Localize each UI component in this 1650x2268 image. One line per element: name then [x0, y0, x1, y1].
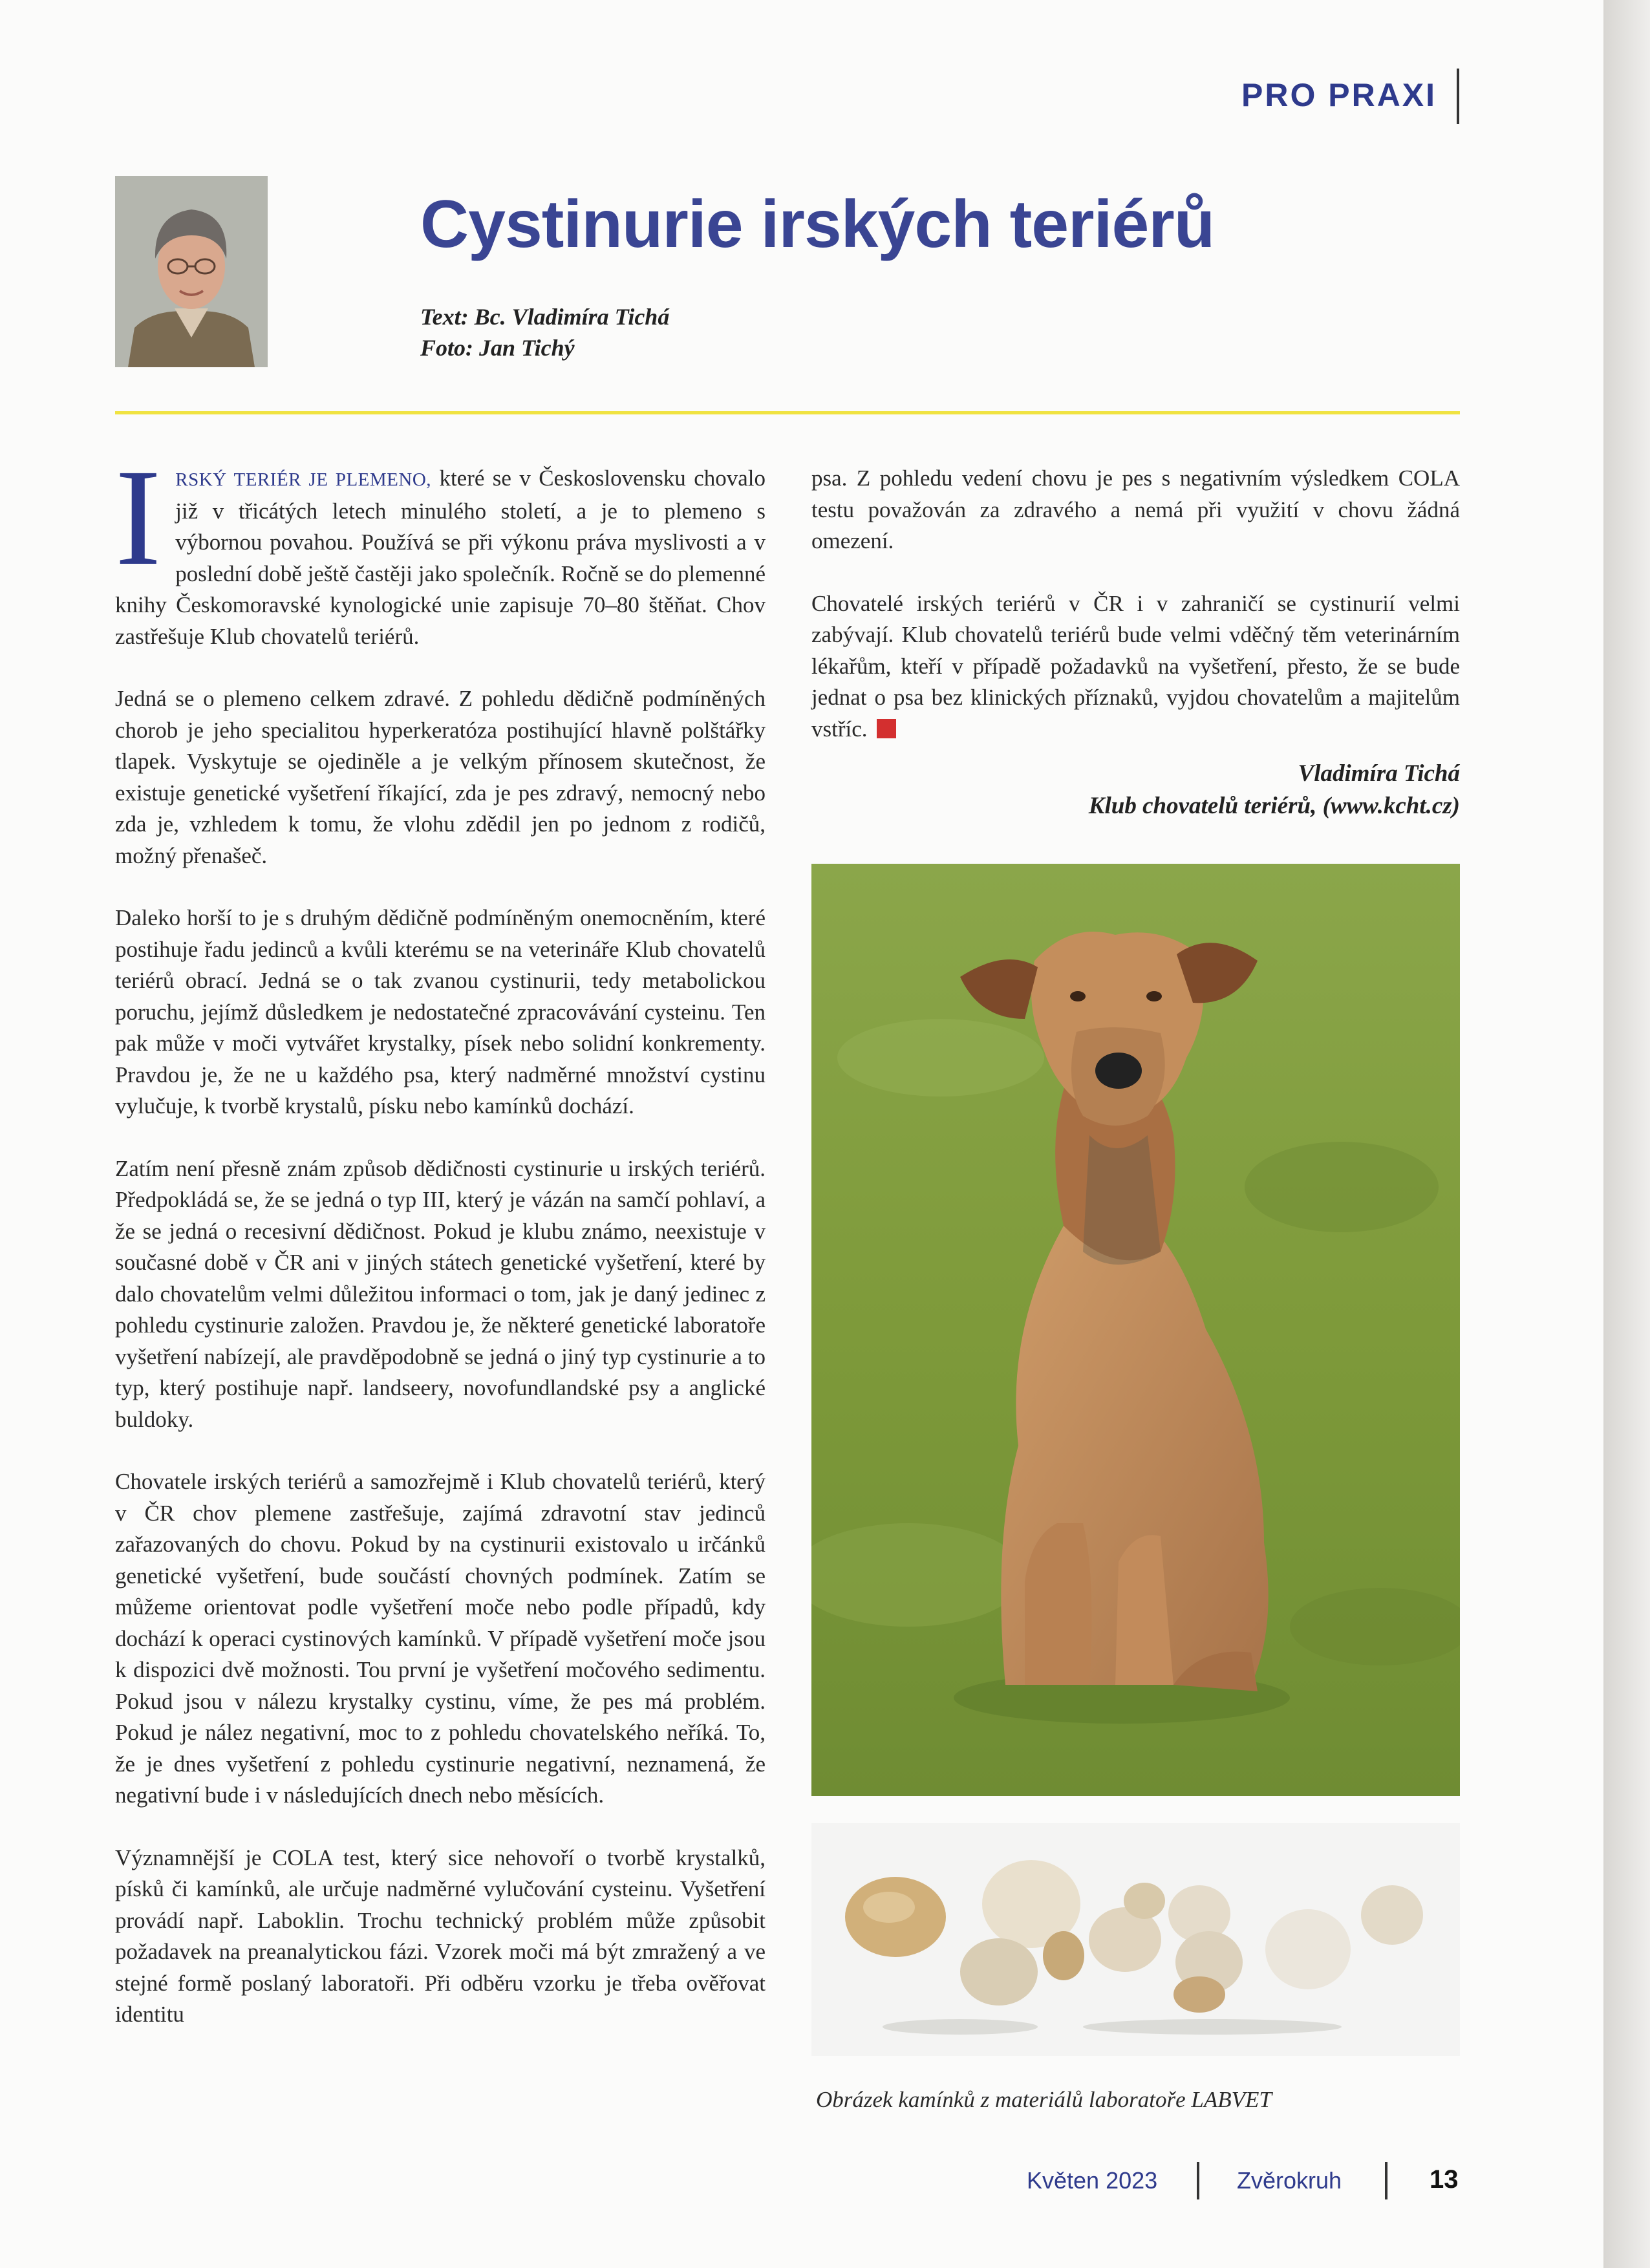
page-edge [1603, 0, 1650, 2268]
lead-paragraph [115, 441, 766, 652]
author-portrait [115, 176, 268, 367]
lead-text: které se v Československu chovalo již v třicátých letech minulého století, a je to plemeno s výbornou povahou. Používá se při výkonu práva myslivosti a v poslední době ještě častěji jako společník. Ročně se do plemenné knihy Českomoravské kynologické unie zapisuje 70–80 štěňat. Chov zastřešuje Klub chovatelů teriérů. [115, 465, 766, 649]
body-paragraph: Zatím není přesně znám způsob dědičnosti cystinurie u irských teriérů. Předpokládá se, že se jedná o typ III, který je vázán na samčí pohlaví, a že se jedná o recesivní dědičnost. Pokud je klubu známo, neexistuje v současné době v ČR ani v jiných státech genetické vyšetření, které by dalo chovatelům velmi důležitou informaci o tom, jak je daný jedinec z pohledu cystinurie založen. Pravdou je, že některé genetické laboratoře vyšetření nabízejí, ale pravděpodobně se jedná o jiný typ cystinurie a to typ, který postihuje např. landseery, novofundlandské psy a anglické buldoky. [115, 1155, 766, 1432]
end-mark-icon [877, 719, 896, 738]
irish-terrier-photo [811, 864, 1460, 1796]
body-paragraph [811, 588, 1460, 745]
credit-text: Text: Bc. Vladimíra Tichá [420, 304, 670, 330]
page-number: 13 [1430, 2165, 1459, 2194]
signature-org: Klub chovatelů teriérů, (www.kcht.cz) [1088, 793, 1460, 819]
article-column-left [115, 441, 766, 2062]
section-label: PRO PRAXI [1241, 77, 1437, 113]
article-signature [811, 758, 1460, 822]
footer-divider [1197, 2162, 1199, 2199]
header-rule [115, 411, 1460, 414]
article-credits [420, 301, 669, 363]
drop-cap: I [115, 441, 162, 594]
closing-text: Chovatelé irských teriérů v ČR i v zahraničí se cystinurií velmi zabývají. Klub chovatelů teriérů bude velmi vděčný těm veterinárním lékařům, kteří v případě požadavků na vyšetření, přesto, že se bude jednat o psa bez klinických příznaků, vyjdou chovatelům a majitelům vstříc. [811, 590, 1460, 742]
section-divider [1457, 69, 1459, 124]
cystine-stones-photo [811, 1823, 1460, 2056]
footer-divider [1385, 2162, 1388, 2199]
lead-smallcaps: RSKÝ TERIÉR JE PLEMENO, [175, 469, 432, 490]
article-column-right [811, 463, 1460, 776]
footer-magazine-name: Zvěrokruh [1237, 2167, 1342, 2194]
body-paragraph: Daleko horší to je s druhým dědičně podmíněným onemocněním, které postihuje řadu jedinců a kvůli kterému se na veterináře Klub chovatelů teriérů obrací. Jedná se o tak zvanou cystinurii, tedy metabolickou poruchu, jejímž důsledkem je nedostatečné zpracovávání cysteinu. Ten pak může v moči vytvářet krystalky, písek nebo solidní konkrementy. Pravdou je, že ne u každého psa, který nadměrné množství cystinu vylučuje, k tvorbě krystalů, písku nebo kamínků dochází. [115, 905, 766, 1118]
footer-issue-date: Květen 2023 [1027, 2167, 1158, 2194]
signature-name: Vladimíra Tichá [1298, 760, 1460, 787]
article-title: Cystinurie irských teriérů [420, 187, 1215, 262]
body-paragraph: Významnější je COLA test, který sice nehovoří o tvorbě krystalků, písků či kamínků, ale určuje nadměrné vylučování cysteinu. Vyšetření provádí např. Laboklin. Trochu technický problém může způsobit požadavek na preanalytickou fázi. Vzorek moči má být zmražený a ve stejné formě poslaný laboratoři. Při odběru vzorku je třeba ověřovat identitu [115, 1845, 766, 2027]
photo-caption: Obrázek kamínků z materiálů laboratoře LABVET [816, 2087, 1272, 2112]
body-paragraph: Jedná se o plemeno celkem zdravé. Z pohledu dědičně podmíněných chorob je jeho specialitou hyperkeratóza postihující hlavně polštářky tlapek. Vyskytuje se ojediněle a je velkým přínosem skutečnost, že existuje genetické vyšetření říkající, zda je pes zdravý, nemocný nebo zda je, vzhledem k tomu, že vlohu zdědil jen po jednom z rodičů, možný přenašeč. [115, 686, 766, 868]
body-paragraph: psa. Z pohledu vedení chovu je pes s negativním výsledkem COLA testu považován za zdravého a nemá při využití v chovu žádná omezení. [811, 465, 1460, 553]
credit-photo: Foto: Jan Tichý [420, 335, 575, 361]
body-paragraph: Chovatele irských teriérů a samozřejmě i Klub chovatelů teriérů, který v ČR chov plemene zastřešuje, zajímá zdravotní stav jedinců zařazovaných do chovu. Pokud by na cystinurii existovalo u irčánků genetické vyšetření, bude součástí chovných podmínek. Zatím se můžeme orientovat podle vyšetření moče nebo podle případů, kdy dochází k operaci cystinových kamínků. V případě vyšetření moče jsou k dispozici dvě možnosti. Tou první je vyšetření močového sedimentu. Pokud jsou v nálezu krystalky cystinu, víme, že pes má problém. Pokud je nález negativní, moc to z pohledu chovatelského neříká. To, že je dnes vyšetření z pohledu cystinurie negativní, neznamená, že negativní bude i v následujících dnech nebo měsících. [115, 1469, 766, 1808]
